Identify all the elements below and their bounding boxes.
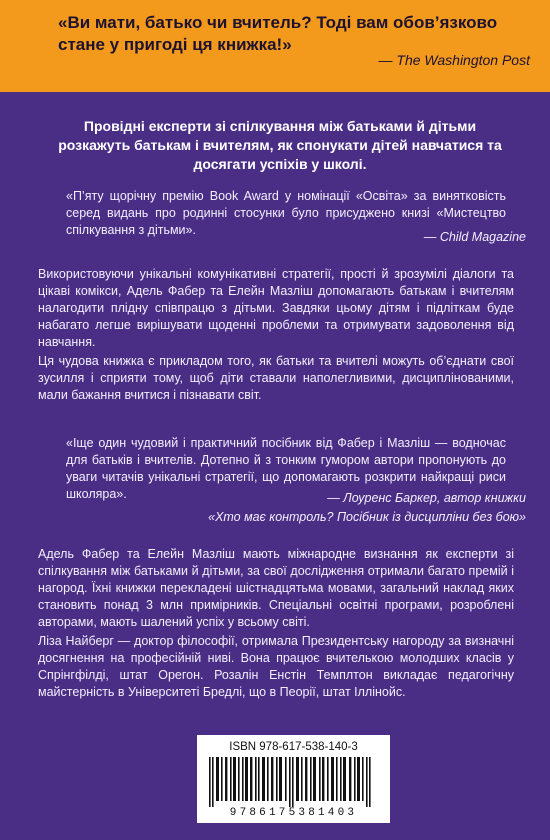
top-quote: «Ви мати, батько чи вчитель? Тоді вам обов’язково стане у пригоді ця книжка!» (58, 13, 498, 54)
top-band (0, 0, 550, 92)
quote-book-award: «П’яту щорічну премію Book Award у номінації «Освіта» за винятковість серед видань про родинні стосунки було присуджено книзі «Мистецтво спілкування з дітьми». (66, 189, 506, 237)
top-quote-publication: The Washington Post (396, 52, 530, 68)
description-paragraph-1: Використовуючи унікальні комунікативні стратегії, прості й зрозумілі діалоги та цікаві комікси, Адель Фабер та Елейн Мазліш допомагають батькам і вчителям налагодити плідну співпрацю з дітьми. Завдяки цьому дітям і підліткам буде набагато легше вирішувати щоденні проблеми та отримувати задоволення від навчання. (38, 267, 514, 349)
coauthors-paragraph: Ліза Найберг — доктор філософії, отримала Президентську нагороду за визначні досягнення на професійній ниві. Вона працює вчителькою молодших класів у Спрінгфілді, штат Орегон. Розалін Енстін Темплтон викладає педагогічну майстерність в Університеті Бредлі, що в Пеорії, штат Іллінойс. (38, 634, 514, 699)
barcode-bars (201, 757, 386, 807)
top-quote-dash: — (378, 52, 397, 68)
isbn-label: ISBN 978-617-538-140-3 (229, 741, 358, 753)
description-paragraph-2: Ця чудова книжка є прикладом того, як батьки та вчителі можуть об’єднати свої зусилля і сприяти тому, щоб діти ставали наполегливими, дисциплінованими, мали бажання вчитися і пізнавати світ. (38, 354, 514, 402)
barcode-box (197, 735, 390, 823)
top-quote-source (379, 52, 531, 68)
authors-paragraph: Адель Фабер та Елейн Мазліш мають міжнародне визнання як експерти зі спілкування між батьками й дітьми, за свої дослідження отримали багато премій і нагород. Їхні книжки перекладені шістнадцятьма мовами, загальний наклад яких становить понад 3 млн примірників. Спеціальні освітні програми, розроблені авторами, мають шалений успіх у всьому світі. (38, 547, 514, 629)
lead-paragraph: Провідні експерти зі спілкування між батьками й дітьми розкажуть батькам і вчителям, як спонукати дітей навчатися та досягати успіхів у школі. (58, 118, 502, 172)
quote-barker: «Іще один чудовий і практичний посібник від Фабер і Мазліш — водночас для батьків і вчителів. Дотепно й з тонким гумором автори пропонують до уваги читачів унікальні стратегії, що допомагають розкрити найкращі риси школяра». (66, 436, 506, 501)
quote-barker-source-book: «Хто має контроль? Посібник із дисципліни без бою» (208, 510, 526, 524)
quote-book-award-source: — Child Magazine (423, 230, 526, 244)
quote-barker-source-author: — Лоуренс Баркер, автор книжки (327, 491, 526, 505)
ean-digits: 9786175381403 (229, 807, 358, 819)
